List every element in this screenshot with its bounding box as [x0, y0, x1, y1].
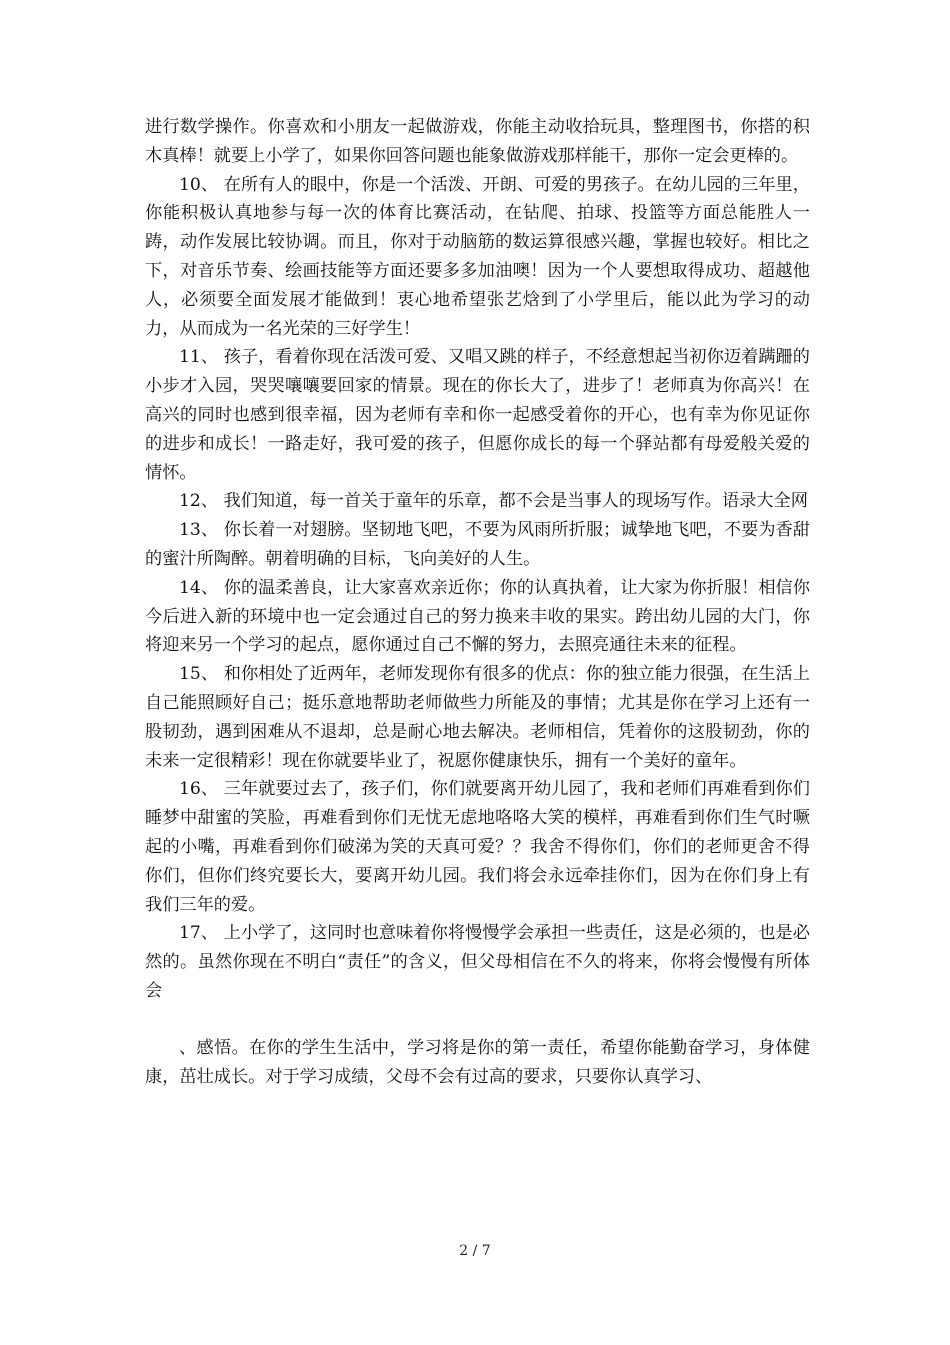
paragraph-continuation: 、感悟。在你的学生生活中，学习将是你的第一责任，希望你能勤奋学习，身体健康，茁壮成长。对于学习成绩，父母不会有过高的要求，只要你认真学习、	[145, 1037, 810, 1087]
paragraph-item-10: 10、 在所有人的眼中，你是一个活泼、开朗、可爱的男孩子。在幼儿园的三年里，你能积极认真地参与每一次的体育比赛活动，在钻爬、拍球、投篮等方面总能胜人一踌，动作发展比较协调。而且，你对于动脑筋的数运算很感兴趣，掌握也较好。相比之下，对音乐节奏、绘画技能等方面还要多多加油噢！因为一个人要想取得成功、超越他人，必须要全面发展才能做到！衷心地希望张艺焓到了小学里后，能以此为学习的动力，从而成为一名光荣的三好学生！	[145, 174, 810, 339]
paragraph-item-17: 17、 上小学了，这同时也意味着你将慢慢学会承担一些责任，这是必须的，也是必然的。虽然你现在不明白“责任”的含义，但父母相信在不久的将来，你将会慢慢有所体会	[145, 923, 810, 1001]
paragraph-item-15: 15、 和你相处了近两年，老师发现你有很多的优点：你的独立能力很强，在生活上自己能照顾好自己；挺乐意地帮助老师做些力所能及的事情；尤其是你在学习上还有一股韧劲，遇到困难从不退却，总是耐心地去解决。老师相信，凭着你的这股韧劲，你的未来一定很精彩！现在你就要毕业了，祝愿你健康快乐，拥有一个美好的童年。	[145, 664, 810, 771]
paragraph-item-13: 13、 你长着一对翅膀。坚韧地飞吧，不要为风雨所折服；诚挚地飞吧，不要为香甜的蜜汁所陶醉。朝着明确的目标，飞向美好的人生。	[145, 520, 810, 569]
paragraph-continued: 进行数学操作。你喜欢和小朋友一起做游戏，你能主动收拾玩具，整理图书，你搭的积木真棒！就要上小学了，如果你回答问题也能象做游戏那样能干，那你一定会更棒的。	[145, 117, 810, 166]
paragraph-item-12: 12、 我们知道，每一首关于童年的乐章，都不会是当事人的现场写作。语录大全网	[179, 491, 808, 512]
paragraph-item-11: 11、 孩子，看着你现在活泼可爱、又唱又跳的样子，不经意想起当初你迈着蹒跚的小步才入园，哭哭嚷嚷要回家的情景。现在的你长大了，进步了！老师真为你高兴！在高兴的同时也感到很幸福，因为老师有幸和你一起感受着你的开心，也有幸为你见证你的进步和成长！一路走好，我可爱的孩子，但愿你成长的每一个驿站都有母爱般关爱的情怀。	[145, 347, 810, 483]
page-number: 2 / 7	[459, 1243, 491, 1259]
paragraph-item-14: 14、 你的温柔善良，让大家喜欢亲近你；你的认真执着，让大家为你折服！相信你今后进入新的环境中也一定会通过自己的努力换来丰收的果实。跨出幼儿园的大门，你将迎来另一个学习的起点，愿你通过自己不懈的努力，去照亮通往未来的征程。	[145, 577, 810, 656]
paragraph-gap	[145, 1006, 810, 1034]
document-body	[145, 113, 810, 1091]
paragraph-item-16: 16、 三年就要过去了，孩子们，你们就要离开幼儿园了，我和老师们再难看到你们睡梦中甜蜜的笑脸，再难看到你们无忧无虑地咯咯大笑的模样，再难看到你们生气时噘起的小嘴，再难看到你们破涕为笑的天真可爱？？我舍不得你们，你们的老师更舍不得你们，但你们终究要长大，要离开幼儿园。我们将会永远牵挂你们，因为在你们身上有我们三年的爱。	[145, 779, 810, 915]
